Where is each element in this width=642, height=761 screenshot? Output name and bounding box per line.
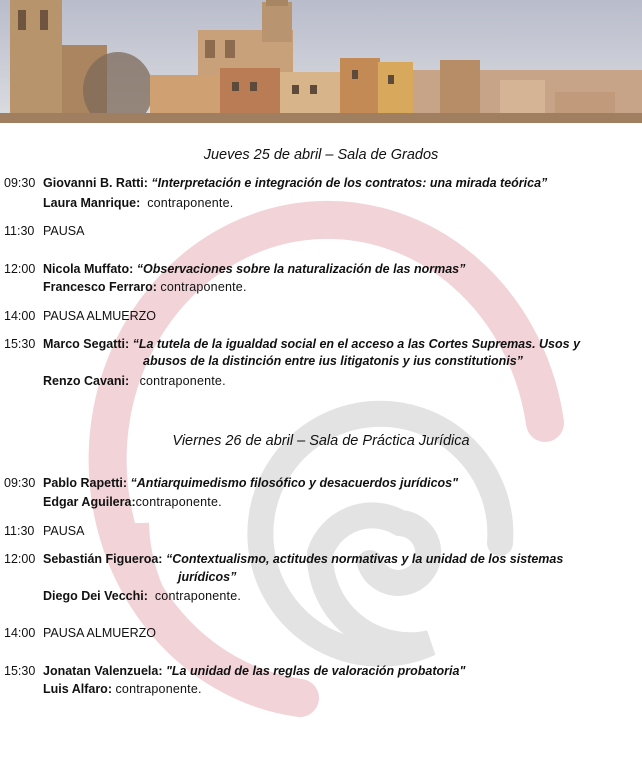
speaker-name: Pablo Rapetti:	[43, 476, 128, 490]
discussant-role: contraponente.	[154, 589, 242, 603]
discussant-name: Diego Dei Vecchi:	[43, 589, 148, 603]
talk-title-continuation	[143, 353, 638, 370]
pause-label: PAUSA	[43, 224, 85, 238]
talk-title-line1: “Contextualismo, actitudes normativas y la unidad de los sistemas	[165, 552, 564, 566]
lunch-label: PAUSA ALMUERZO	[43, 626, 156, 640]
discussant-role: contraponente.	[147, 196, 234, 210]
speaker-name: Sebastián Figueroa:	[43, 552, 163, 566]
pause-label: PAUSA	[43, 524, 85, 538]
session-time: 09:30	[4, 176, 36, 190]
discussant-name: Francesco Ferraro:	[43, 280, 157, 294]
discussant-row	[43, 494, 222, 511]
discussant-role: contraponente.	[139, 374, 226, 388]
talk-title: “Interpretación e integración de los contratos: una mirada teórica”	[151, 176, 548, 190]
speaker-name: Nicola Muffato:	[43, 262, 134, 276]
discussant-row	[43, 279, 247, 296]
day1-heading: Jueves 25 de abril – Sala de Grados	[203, 147, 439, 163]
day2-heading: Viernes 26 de abril – Sala de Práctica Jurídica	[172, 433, 470, 449]
pause-time: 11:30	[4, 224, 35, 238]
session-time: 12:00	[4, 262, 36, 276]
discussant-row	[43, 195, 233, 212]
discussant-name: Luis Alfaro:	[43, 682, 112, 696]
talk-title: “Antiarquimedismo filosófico y desacuerdos jurídicos"	[130, 476, 459, 490]
talk-title-continuation	[178, 569, 638, 586]
talk-title-line2: jurídicos”	[178, 570, 237, 584]
discussant-row	[43, 681, 202, 698]
talk-title: “Observaciones sobre la naturalización de las normas”	[136, 262, 466, 276]
discussant-name: Renzo Cavani:	[43, 374, 130, 388]
talk-title-line2: abusos de la distinción entre ius litigatonis y ius constitutionis”	[143, 354, 523, 368]
discussant-row	[43, 588, 241, 605]
talk-title: "La unidad de las reglas de valoración probatoria"	[165, 664, 466, 678]
pause-time: 11:30	[4, 524, 35, 538]
session-time: 09:30	[4, 476, 36, 490]
speaker-name: Marco Segatti:	[43, 337, 130, 351]
lunch-label: PAUSA ALMUERZO	[43, 309, 156, 323]
discussant-role: contraponente.	[115, 682, 202, 696]
session-time: 15:30	[4, 337, 36, 351]
discussant-role: contraponente.	[160, 280, 247, 294]
discussant-name: Edgar Aguilera:	[43, 495, 136, 509]
speaker-name: Jonatan Valenzuela:	[43, 664, 163, 678]
header-city-photo	[0, 0, 642, 123]
discussant-role: contraponente.	[135, 495, 222, 509]
lunch-time: 14:00	[4, 626, 36, 640]
discussant-row	[43, 373, 226, 390]
session-time: 12:00	[4, 552, 36, 566]
discussant-name: Laura Manrique:	[43, 196, 141, 210]
talk-title-line1: “La tutela de la igualdad social en el acceso a las Cortes Supremas. Usos y	[132, 337, 581, 351]
session-time: 15:30	[4, 664, 36, 678]
lunch-time: 14:00	[4, 309, 36, 323]
speaker-name: Giovanni B. Ratti:	[43, 176, 148, 190]
program	[0, 123, 642, 761]
